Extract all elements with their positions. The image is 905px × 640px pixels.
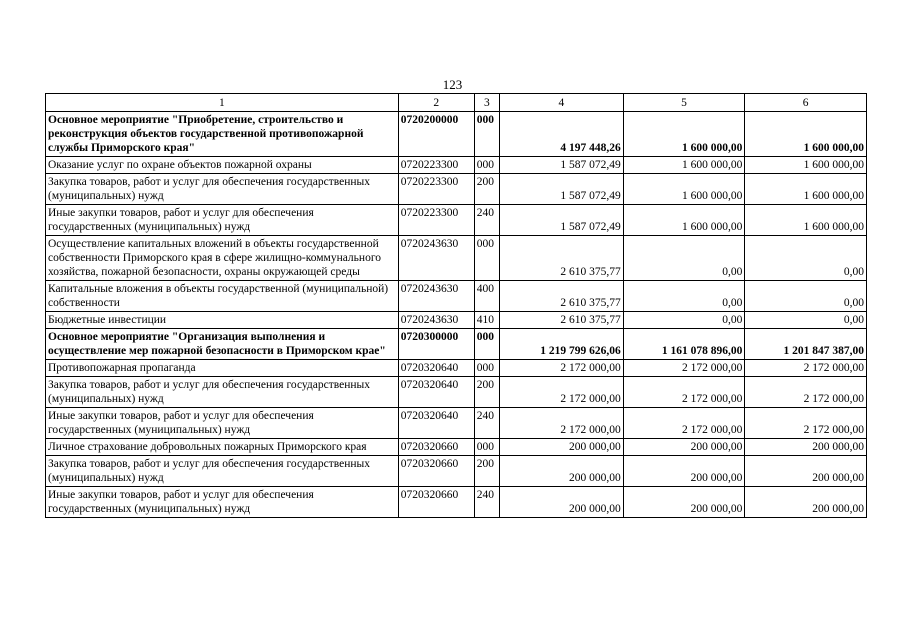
row-type-cell: 200: [474, 174, 499, 205]
row-code-cell: 0720320660: [398, 487, 474, 518]
row-type-cell: 240: [474, 205, 499, 236]
row-name-cell: Иные закупки товаров, работ и услуг для обеспечения государственных (муниципальных) нужд: [46, 205, 399, 236]
row-name-cell: Осуществление капитальных вложений в объекты государственной собственности Приморского края в сфере жилищно-коммунального хозяйства, пожарной безопасности, охраны окружающей среды: [46, 236, 399, 281]
header-col-6: 6: [745, 94, 867, 112]
row-value-col6-cell: 2 172 000,00: [745, 360, 867, 377]
row-code-cell: 0720223300: [398, 205, 474, 236]
header-col-4: 4: [500, 94, 624, 112]
row-type-cell: 000: [474, 157, 499, 174]
row-name-cell: Закупка товаров, работ и услуг для обеспечения государственных (муниципальных) нужд: [46, 174, 399, 205]
row-name-cell: Оказание услуг по охране объектов пожарной охраны: [46, 157, 399, 174]
table-row: [46, 487, 867, 518]
page-number: 123: [442, 77, 463, 92]
row-code-cell: 0720243630: [398, 312, 474, 329]
row-name-cell: Закупка товаров, работ и услуг для обеспечения государственных (муниципальных) нужд: [46, 377, 399, 408]
row-type-cell: 200: [474, 377, 499, 408]
header-col-2: 2: [398, 94, 474, 112]
row-type-cell: 000: [474, 112, 499, 157]
row-name-cell: Капитальные вложения в объекты государственной (муниципальной) собственности: [46, 281, 399, 312]
row-code-cell: 0720200000: [398, 112, 474, 157]
row-name-cell: Противопожарная пропаганда: [46, 360, 399, 377]
table-row: [46, 281, 867, 312]
row-value-col4-cell: 2 172 000,00: [500, 408, 624, 439]
row-value-col5-cell: 1 600 000,00: [623, 205, 745, 236]
row-value-col4-cell: 1 587 072,49: [500, 174, 624, 205]
table-row: [46, 456, 867, 487]
row-type-cell: 240: [474, 487, 499, 518]
row-type-cell: 400: [474, 281, 499, 312]
row-value-col5-cell: 200 000,00: [623, 439, 745, 456]
row-value-col5-cell: 1 600 000,00: [623, 157, 745, 174]
row-type-cell: 410: [474, 312, 499, 329]
row-code-cell: 0720243630: [398, 281, 474, 312]
row-value-col4-cell: 2 610 375,77: [500, 312, 624, 329]
row-value-col6-cell: 1 201 847 387,00: [745, 329, 867, 360]
row-value-col4-cell: 1 587 072,49: [500, 157, 624, 174]
row-value-col5-cell: 2 172 000,00: [623, 377, 745, 408]
row-value-col5-cell: 200 000,00: [623, 456, 745, 487]
row-value-col4-cell: 4 197 448,26: [500, 112, 624, 157]
table-row: [46, 157, 867, 174]
table-row: [46, 329, 867, 360]
row-code-cell: 0720320640: [398, 408, 474, 439]
row-name-cell: Личное страхование добровольных пожарных Приморского края: [46, 439, 399, 456]
row-value-col6-cell: 1 600 000,00: [745, 157, 867, 174]
row-value-col4-cell: 200 000,00: [500, 439, 624, 456]
row-value-col6-cell: 0,00: [745, 236, 867, 281]
row-value-col6-cell: 200 000,00: [745, 456, 867, 487]
row-value-col6-cell: 200 000,00: [745, 439, 867, 456]
row-value-col5-cell: 2 172 000,00: [623, 408, 745, 439]
header-col-5: 5: [623, 94, 745, 112]
row-value-col4-cell: 2 172 000,00: [500, 360, 624, 377]
row-value-col4-cell: 2 172 000,00: [500, 377, 624, 408]
row-code-cell: 0720243630: [398, 236, 474, 281]
row-code-cell: 0720320660: [398, 439, 474, 456]
row-type-cell: 000: [474, 439, 499, 456]
row-value-col6-cell: 1 600 000,00: [745, 174, 867, 205]
row-value-col5-cell: 1 600 000,00: [623, 174, 745, 205]
row-value-col5-cell: 1 161 078 896,00: [623, 329, 745, 360]
row-value-col4-cell: 2 610 375,77: [500, 281, 624, 312]
row-value-col5-cell: 0,00: [623, 236, 745, 281]
header-col-3: 3: [474, 94, 499, 112]
row-name-cell: Основное мероприятие "Организация выполнения и осуществление мер пожарной безопасности в Приморском крае": [46, 329, 399, 360]
header-col-1: 1: [46, 94, 399, 112]
row-value-col5-cell: 2 172 000,00: [623, 360, 745, 377]
row-value-col6-cell: 2 172 000,00: [745, 408, 867, 439]
row-code-cell: 0720300000: [398, 329, 474, 360]
row-value-col5-cell: 0,00: [623, 281, 745, 312]
row-name-cell: Иные закупки товаров, работ и услуг для обеспечения государственных (муниципальных) нужд: [46, 487, 399, 518]
row-value-col6-cell: 2 172 000,00: [745, 377, 867, 408]
row-value-col4-cell: 1 587 072,49: [500, 205, 624, 236]
row-value-col4-cell: 200 000,00: [500, 487, 624, 518]
row-value-col5-cell: 0,00: [623, 312, 745, 329]
table-row: [46, 112, 867, 157]
table-header-row: [46, 94, 867, 112]
row-value-col6-cell: 1 600 000,00: [745, 112, 867, 157]
row-code-cell: 0720223300: [398, 157, 474, 174]
row-value-col6-cell: 0,00: [745, 312, 867, 329]
table-row: [46, 236, 867, 281]
row-name-cell: Закупка товаров, работ и услуг для обеспечения государственных (муниципальных) нужд: [46, 456, 399, 487]
row-value-col4-cell: 2 610 375,77: [500, 236, 624, 281]
row-value-col5-cell: 1 600 000,00: [623, 112, 745, 157]
row-code-cell: 0720320640: [398, 377, 474, 408]
row-type-cell: 000: [474, 236, 499, 281]
row-type-cell: 000: [474, 360, 499, 377]
row-value-col5-cell: 200 000,00: [623, 487, 745, 518]
row-code-cell: 0720223300: [398, 174, 474, 205]
table-row: [46, 360, 867, 377]
row-type-cell: 000: [474, 329, 499, 360]
table-row: [46, 408, 867, 439]
table-row: [46, 312, 867, 329]
row-value-col6-cell: 200 000,00: [745, 487, 867, 518]
row-type-cell: 240: [474, 408, 499, 439]
row-name-cell: Основное мероприятие "Приобретение, строительство и реконструкция объектов государственной противопожарной службы Приморского края": [46, 112, 399, 157]
table-row: [46, 377, 867, 408]
table-row: [46, 174, 867, 205]
row-code-cell: 0720320660: [398, 456, 474, 487]
row-value-col4-cell: 200 000,00: [500, 456, 624, 487]
row-code-cell: 0720320640: [398, 360, 474, 377]
row-name-cell: Иные закупки товаров, работ и услуг для обеспечения государственных (муниципальных) нужд: [46, 408, 399, 439]
table-row: [46, 205, 867, 236]
row-value-col6-cell: 1 600 000,00: [745, 205, 867, 236]
row-value-col6-cell: 0,00: [745, 281, 867, 312]
row-type-cell: 200: [474, 456, 499, 487]
row-name-cell: Бюджетные инвестиции: [46, 312, 399, 329]
row-value-col4-cell: 1 219 799 626,06: [500, 329, 624, 360]
table-row: [46, 439, 867, 456]
budget-table: [45, 93, 867, 518]
